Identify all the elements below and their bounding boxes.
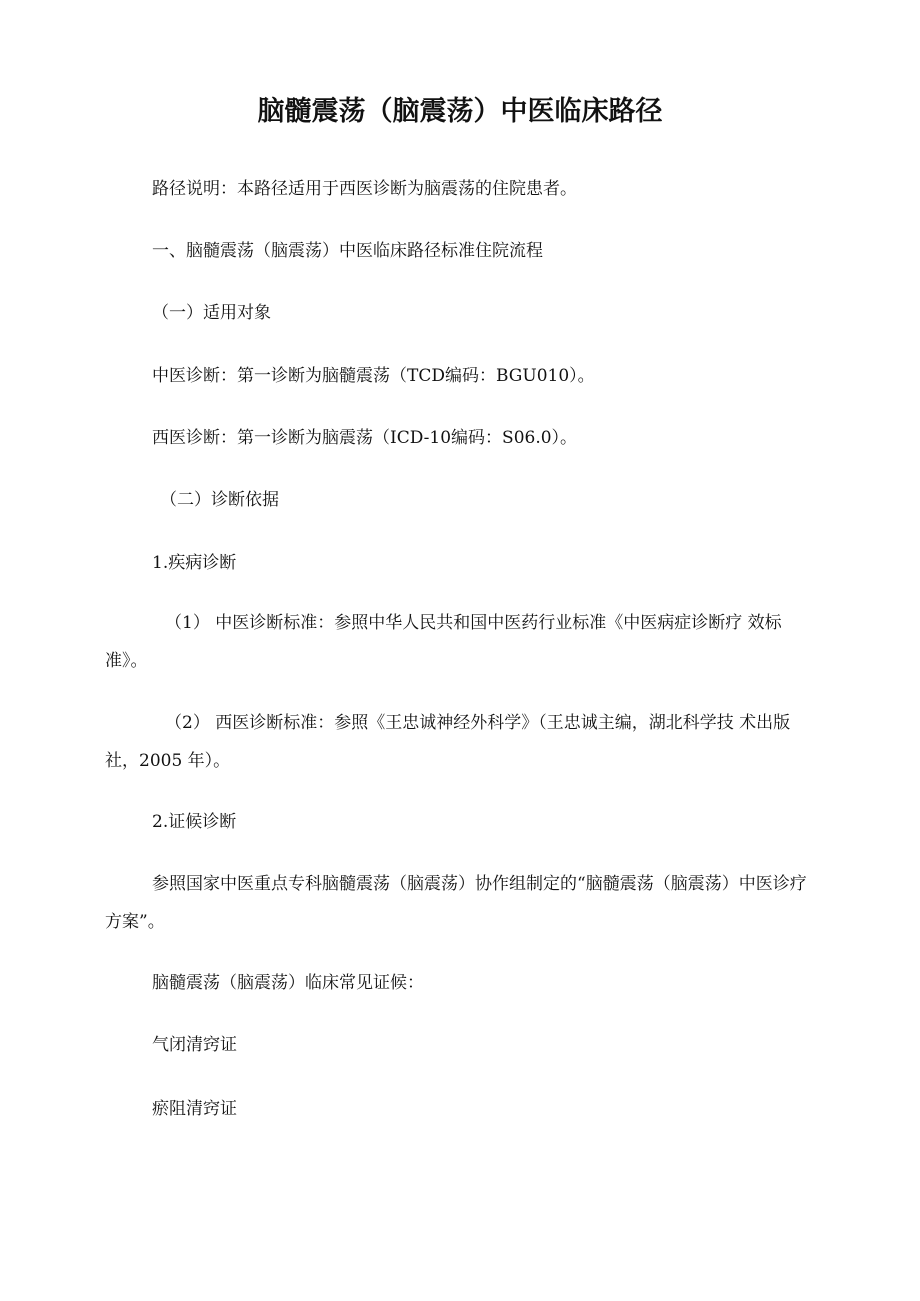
subsection-applicable-subjects: （一）适用对象 bbox=[152, 303, 271, 323]
syndrome-diagnosis-heading: 2.证候诊断 bbox=[152, 812, 237, 832]
syndrome-item-blood-stasis: 瘀阻清窍证 bbox=[152, 1099, 237, 1119]
disease-diagnosis-heading: 1.疾病诊断 bbox=[152, 553, 237, 573]
syndrome-item-qi-block: 气闭清窍证 bbox=[152, 1035, 237, 1055]
document-title: 脑髓震荡（脑震荡）中医临床路径 bbox=[257, 96, 663, 127]
tcm-diagnosis-line: 中医诊断：第一诊断为脑髓震荡（TCD编码：BGU010）。 bbox=[152, 366, 595, 386]
subsection-diagnostic-basis: （二）诊断依据 bbox=[160, 490, 279, 510]
western-diagnosis-standard: （2） 西医诊断标准：参照《王忠诚神经外科学》（王忠诚主编，湖北科学技 术出版社，2005 年）。 bbox=[105, 713, 791, 771]
path-description: 路径说明：本路径适用于西医诊断为脑震荡的住院患者。 bbox=[152, 179, 577, 199]
tcm-diagnosis-standard: （1） 中医诊断标准：参照中华人民共和国中医药行业标准《中医病症诊断疗 效标准》。 bbox=[105, 613, 782, 671]
section-heading-1: 一、脑髓震荡（脑震荡）中医临床路径标准住院流程 bbox=[152, 241, 543, 261]
syndrome-reference-paragraph: 参照国家中医重点专科脑髓震荡（脑震荡）协作组制定的“脑髓震荡（脑震荡）中医诊疗方案”。 bbox=[105, 874, 807, 932]
common-syndromes-heading: 脑髓震荡（脑震荡）临床常见证候： bbox=[152, 973, 424, 993]
western-diagnosis-line: 西医诊断：第一诊断为脑震荡（ICD-10编码：S06.0）。 bbox=[152, 428, 578, 448]
